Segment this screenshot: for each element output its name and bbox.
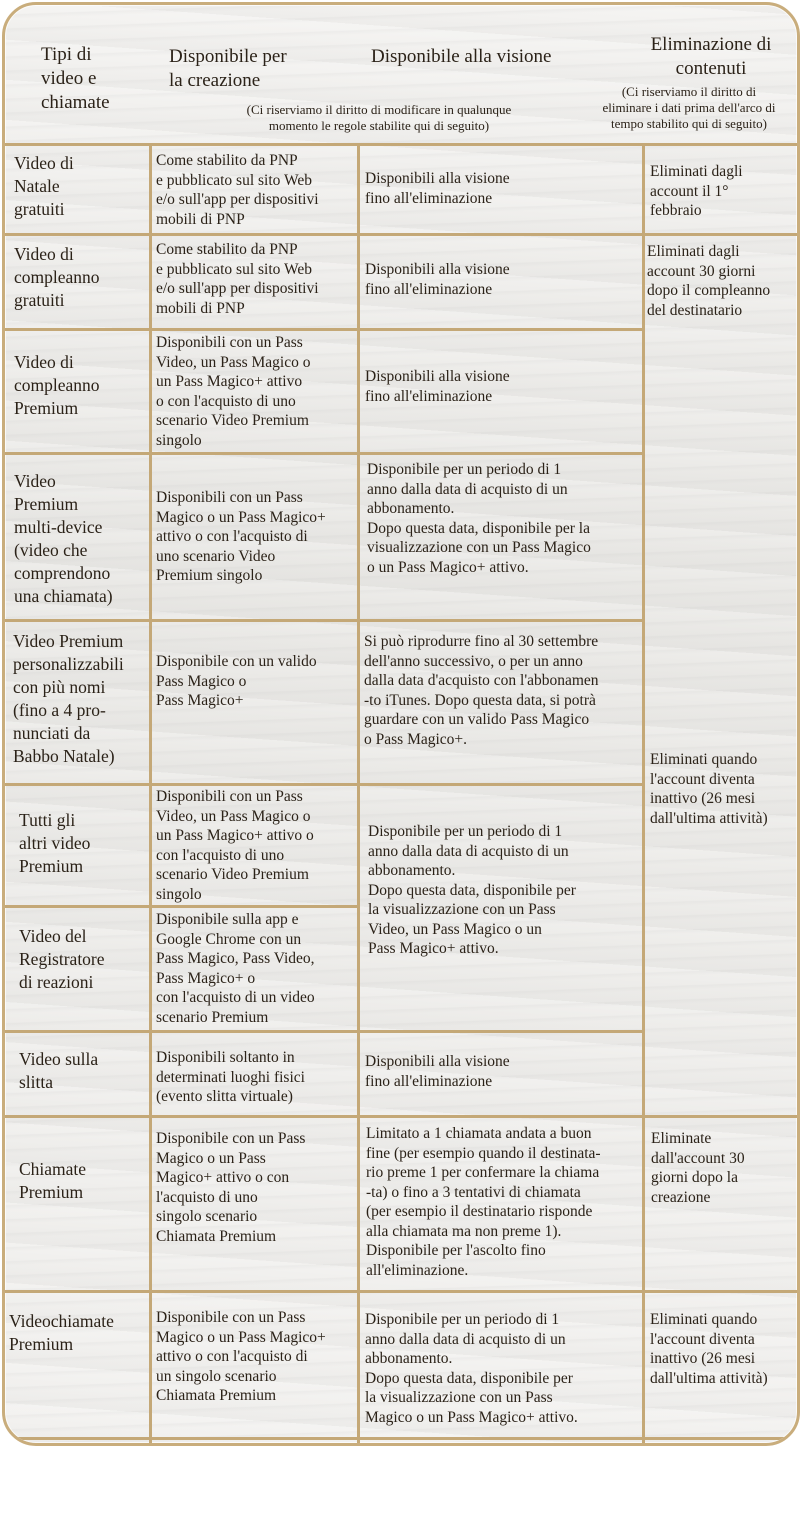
table-card xyxy=(2,2,800,1446)
row-type: Tutti gli altri video Premium xyxy=(19,810,91,876)
row-creation: Disponibile con un Pass Magico o un Pass Magico+ attivo o con l'acquisto di un singolo scenario Chiamata Premium xyxy=(156,1309,326,1404)
row-creation: Disponibile sulla app e Google Chrome con un Pass Magico, Pass Video, Pass Magico+ o con l'acquisto di un video scenario Premium xyxy=(156,911,315,1026)
row-type: Video Premium personalizzabili con più nomi (fino a 4 pro- nunciati da Babbo Natale) xyxy=(13,631,124,766)
row-type: Video di compleanno Premium xyxy=(14,352,100,418)
row-creation: Come stabilito da PNP e pubblicato sul sito Web e/o sull'app per dispositivi mobili di PNP xyxy=(156,241,319,317)
row-divider xyxy=(5,1030,645,1033)
row-deletion: Eliminati dagli account 30 giorni dopo il compleanno del destinatario xyxy=(647,243,771,319)
row-type: Video sulla slitta xyxy=(19,1049,99,1092)
row-divider xyxy=(5,783,645,786)
merged-viewing-cell: Disponibile per un periodo di 1 anno dalla data di acquisto di un abbonamento. Dopo questa data, disponibile per la visualizzazione con un Pass Video, un Pass Magico o un Pass Magico+ attivo. xyxy=(368,823,576,957)
column-divider xyxy=(357,143,360,1443)
header-deletion-note: (Ci riserviamo il diritto di eliminare i dati prima dell'arco di tempo stabilito qui di seguito) xyxy=(602,84,776,131)
row-divider xyxy=(5,905,360,908)
header-type: Tipi di video e chiamate xyxy=(41,44,110,113)
row-divider xyxy=(5,143,797,146)
header-creation-note: (Ci riserviamo il diritto di modificare in qualunque momento le regole stabilite qui di seguito) xyxy=(246,102,512,133)
row-creation: Disponibile con un valido Pass Magico o Pass Magico+ xyxy=(156,653,317,709)
row-type: Video di compleanno gratuiti xyxy=(14,244,100,310)
row-viewing: Disponibili alla visione fino all'eliminazione xyxy=(365,170,510,207)
row-divider xyxy=(5,233,797,236)
row-divider xyxy=(5,452,645,455)
header-viewing: Disponibile alla visione xyxy=(371,46,552,67)
row-type: Videochiamate Premium xyxy=(9,1311,114,1354)
row-viewing: Disponibile per un periodo di 1 anno dalla data di acquisto di un abbonamento. Dopo questa data, disponibile per la visualizzazione con un Pass Magico o un Pass Magico+ attivo. xyxy=(367,461,591,576)
row-deletion: Eliminati quando l'account diventa inattivo (26 mesi dall'ultima attività) xyxy=(650,1311,768,1387)
row-creation: Disponibili con un Pass Video, un Pass Magico o un Pass Magico+ attivo o con l'acquisto di uno scenario Video Premium singolo xyxy=(156,788,314,903)
row-creation: Come stabilito da PNP e pubblicato sul sito Web e/o sull'app per dispositivi mobili di PNP xyxy=(156,152,319,228)
row-deletion: Eliminati dagli account il 1° febbraio xyxy=(650,163,743,219)
row-creation: Disponibili con un Pass Video, un Pass Magico o un Pass Magico+ attivo o con l'acquisto di uno scenario Video Premium singolo xyxy=(156,334,311,449)
row-divider xyxy=(5,619,645,622)
column-divider xyxy=(149,143,152,1443)
row-divider xyxy=(5,328,645,331)
row-creation: Disponibili soltanto in determinati luoghi fisici (evento slitta virtuale) xyxy=(156,1049,305,1105)
row-divider xyxy=(5,1115,797,1118)
row-viewing: Disponibili alla visione fino all'eliminazione xyxy=(365,1053,510,1090)
row-type: Video del Registratore di reazioni xyxy=(19,926,105,992)
row-divider xyxy=(5,1437,797,1440)
row-viewing: Si può riprodurre fino al 30 settembre dell'anno successivo, o per un anno dalla data d'acquisto con l'abbonamen -to iTunes. Dopo questa data, si potrà guardare con un valido Pass Magico o Pass Magico+. xyxy=(364,633,599,748)
row-deletion: Eliminate dall'account 30 giorni dopo la creazione xyxy=(651,1130,745,1206)
row-type: Chiamate Premium xyxy=(19,1159,87,1202)
row-viewing: Disponibili alla visione fino all'eliminazione xyxy=(365,261,510,298)
row-viewing: Limitato a 1 chiamata andata a buon fine (per esempio quando il destinata- rio preme 1 per confermare la chiama -ta) o fino a 3 tentativi di chiamata (per esempio il destinatario risponde alla chiamata ma non preme 1). Disponibile per l'ascolto fino all'eliminazione. xyxy=(366,1125,601,1279)
row-creation: Disponibile con un Pass Magico o un Pass Magico+ attivo o con l'acquisto di uno singolo scenario Chiamata Premium xyxy=(156,1130,306,1245)
row-viewing: Disponibili alla visione fino all'eliminazione xyxy=(365,368,510,405)
merged-deletion-cell: Eliminati quando l'account diventa inattivo (26 mesi dall'ultima attività) xyxy=(650,751,768,827)
row-viewing: Disponibile per un periodo di 1 anno dalla data di acquisto di un abbonamento. Dopo questa data, disponibile per la visualizzazione con un Pass Magico o un Pass Magico+ attivo. xyxy=(365,1311,578,1426)
row-creation: Disponibili con un Pass Magico o un Pass Magico+ attivo o con l'acquisto di uno scenario Video Premium singolo xyxy=(156,489,326,584)
header-creation: Disponibile per la creazione xyxy=(169,46,287,91)
row-type: Video Premium multi-device (video che comprendono una chiamata) xyxy=(14,471,113,606)
header-deletion: Eliminazione di contenuti xyxy=(650,34,772,79)
row-type: Video di Natale gratuiti xyxy=(14,153,74,219)
row-divider xyxy=(5,1290,797,1293)
